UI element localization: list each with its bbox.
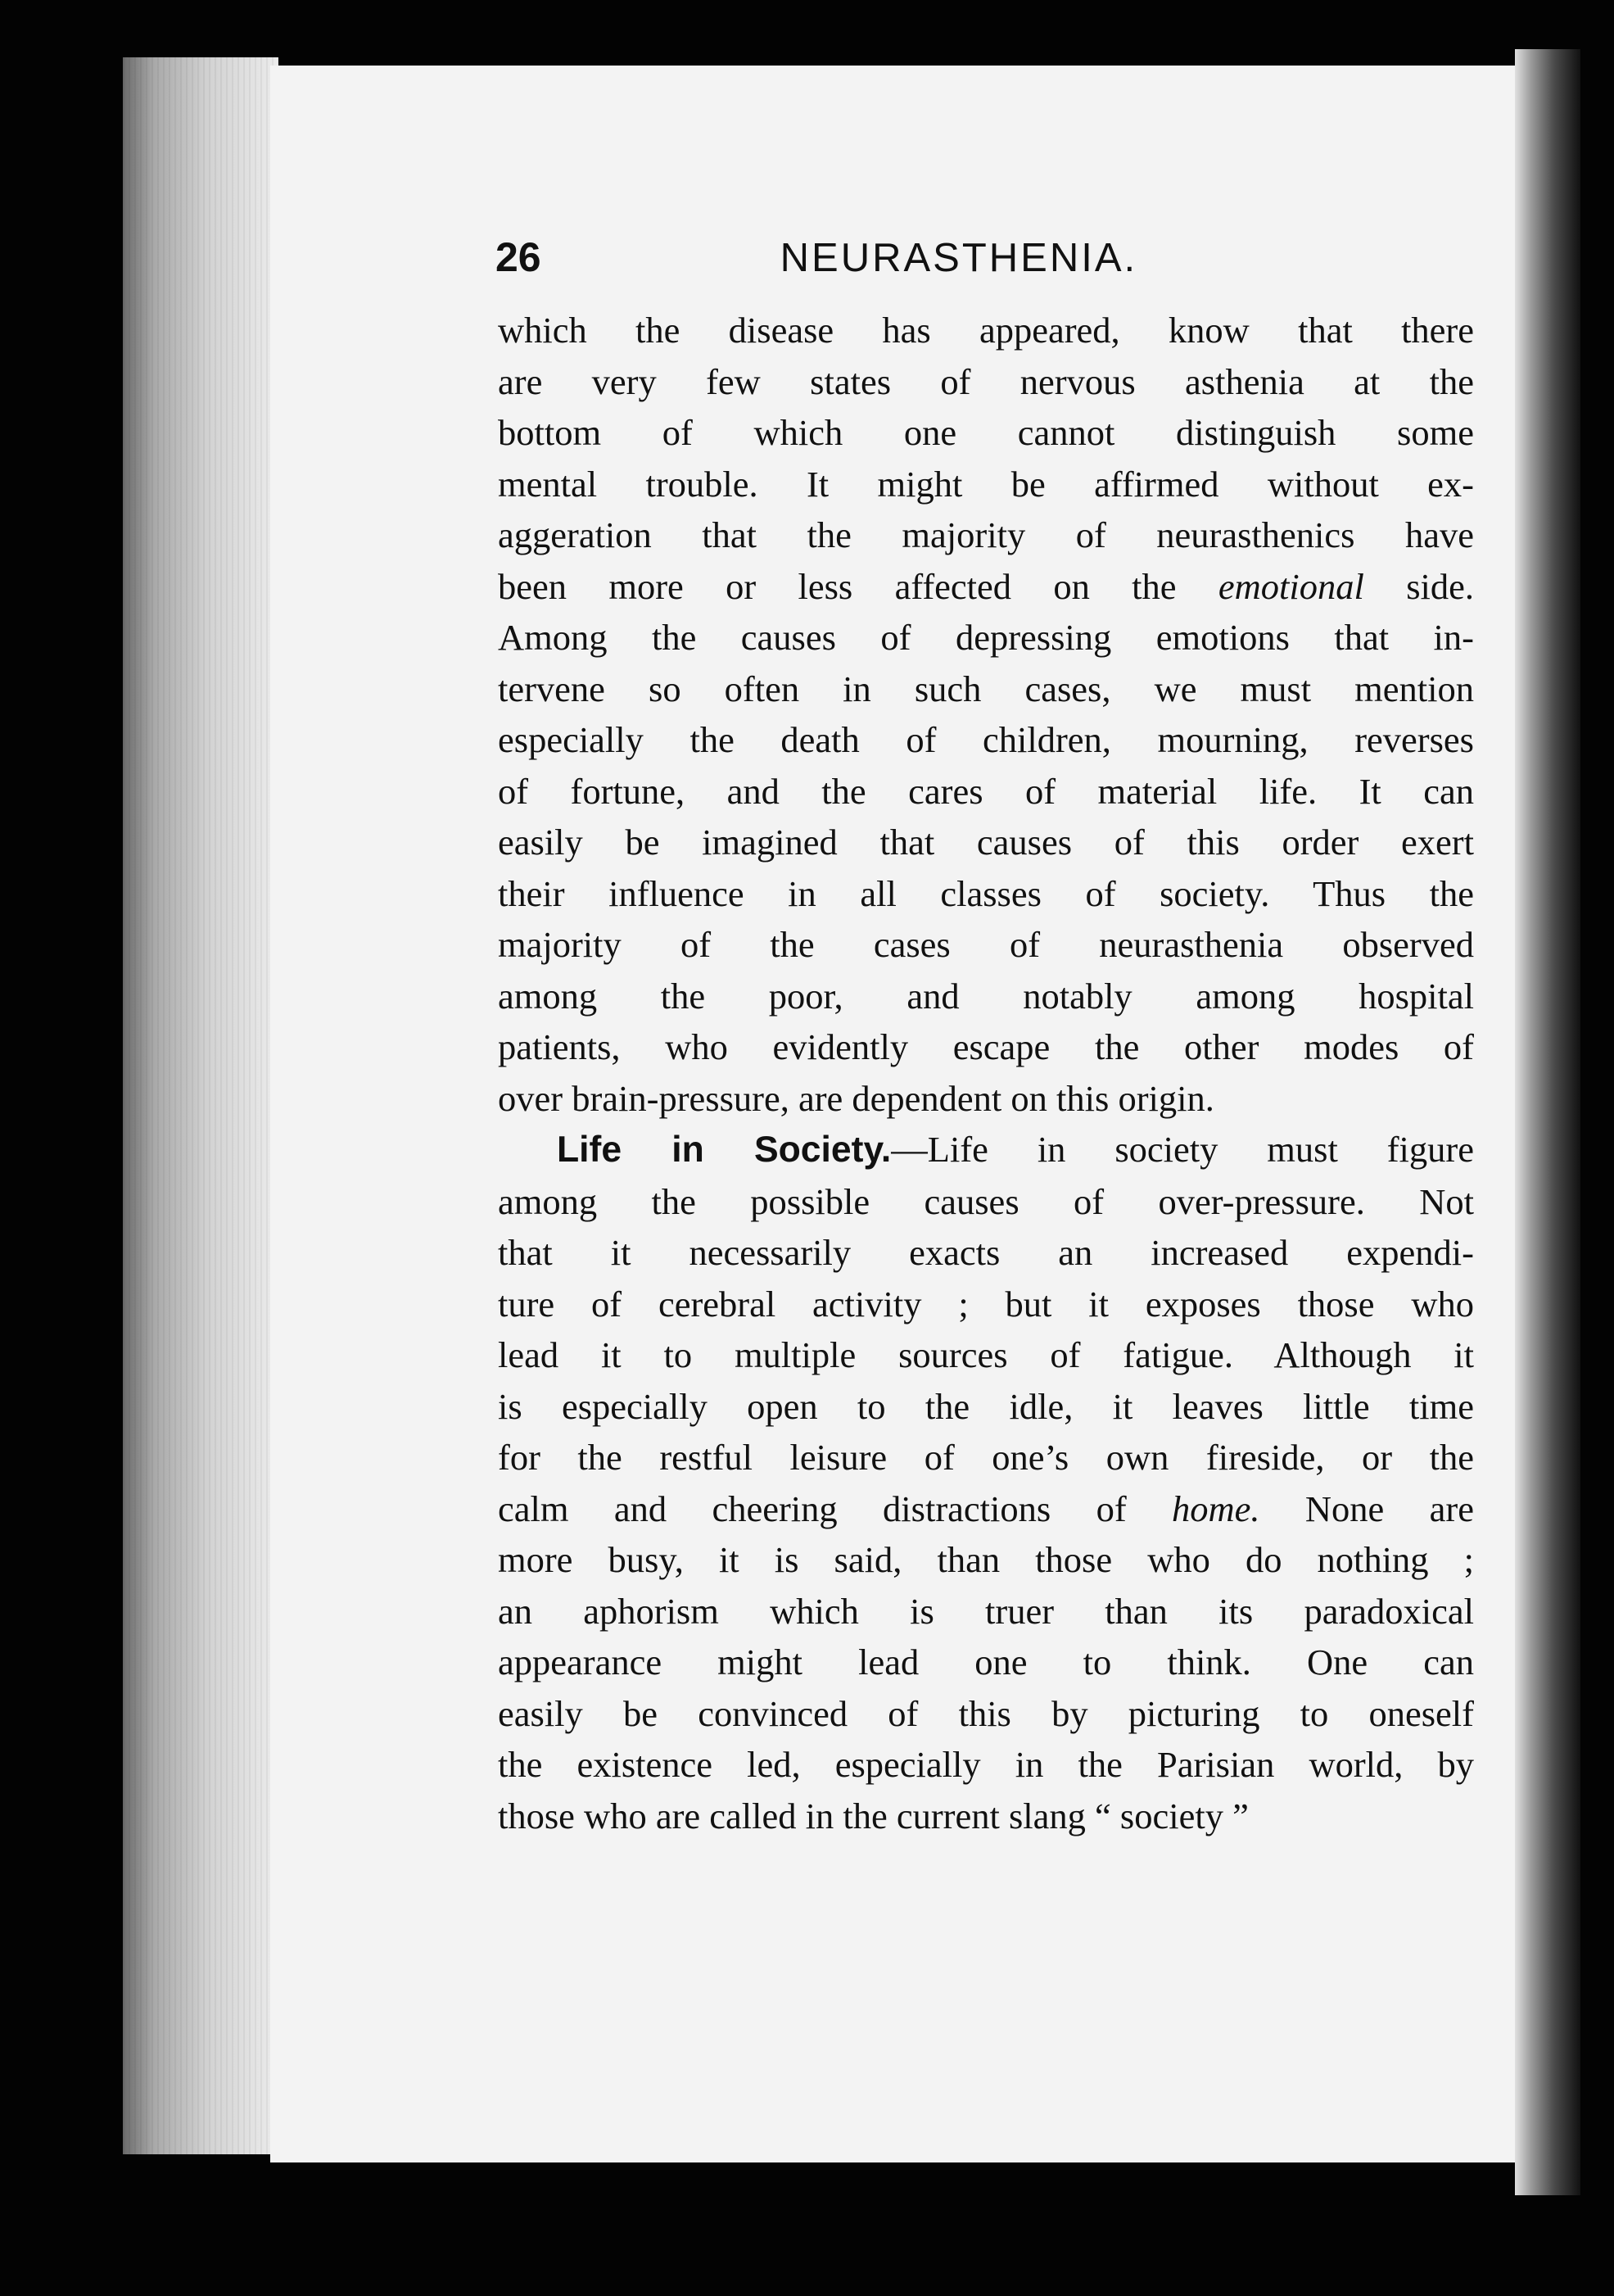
- text-line: [498, 356, 1474, 408]
- running-title: NEURASTHENIA.: [780, 236, 1138, 280]
- spine-shadow: [1515, 49, 1580, 2195]
- section-heading: Life in Society.: [557, 1130, 892, 1170]
- text-line: [498, 1329, 1474, 1381]
- text-line: [498, 1688, 1474, 1740]
- line-text: calm and cheering distractions of: [498, 1488, 1173, 1529]
- line-text: easily be imagined that causes of this order exert: [498, 822, 1474, 863]
- text-line: [498, 1073, 1474, 1125]
- line-text: lead it to multiple sources of fatigue. Although it: [498, 1334, 1474, 1375]
- text-line: [498, 1791, 1474, 1842]
- line-text: patients, who evidently escape the other modes of: [498, 1026, 1474, 1067]
- text-line: [498, 1381, 1474, 1433]
- line-text: ture of cerebral activity ; but it exposes those who: [498, 1283, 1474, 1325]
- section-first-line: [498, 1124, 1474, 1176]
- line-text: tervene so often in such cases, we must mention: [498, 668, 1474, 709]
- text-line: [498, 1739, 1474, 1791]
- line-text: which the disease has appeared, know that there: [498, 310, 1474, 351]
- line-text: side.: [1363, 565, 1474, 607]
- line-text: None are: [1259, 1488, 1474, 1529]
- text-line: [498, 971, 1474, 1022]
- line-text: among the possible causes of over-pressure. Not: [498, 1180, 1474, 1222]
- line-text: their influence in all classes of society. Thus the: [498, 872, 1474, 914]
- line-text: is especially open to the idle, it leaves little time: [498, 1385, 1474, 1427]
- text-line: [498, 509, 1474, 561]
- emphasis-text: emotional: [1218, 565, 1364, 607]
- line-text: of fortune, and the cares of material life. It can: [498, 770, 1474, 812]
- text-line: [498, 1586, 1474, 1637]
- text-line: [498, 1483, 1474, 1535]
- line-text: that it necessarily exacts an increased expendi-: [498, 1232, 1474, 1273]
- line-text: —Life in society must figure: [891, 1129, 1474, 1170]
- page-edges: [123, 57, 278, 2154]
- line-text: the existence led, especially in the Parisian world, by: [498, 1744, 1474, 1785]
- line-text: mental trouble. It might be affirmed without ex-: [498, 463, 1474, 505]
- text-line: [498, 1279, 1474, 1330]
- text-line: [498, 407, 1474, 459]
- line-text: are very few states of nervous asthenia at the: [498, 360, 1474, 402]
- line-text: those who are called in the current slang “ society ”: [498, 1795, 1249, 1836]
- page-number: 26: [495, 234, 541, 280]
- line-text: over brain-pressure, are dependent on this origin.: [498, 1077, 1214, 1119]
- line-text: bottom of which one cannot distinguish some: [498, 412, 1474, 453]
- text-line: [498, 868, 1474, 920]
- text-line: [498, 919, 1474, 971]
- line-text: for the restful leisure of one’s own fireside, or the: [498, 1437, 1474, 1478]
- line-text: Among the causes of depressing emotions that in-: [498, 617, 1474, 658]
- emphasis-text: home.: [1172, 1488, 1260, 1529]
- line-text: especially the death of children, mourning, reverses: [498, 719, 1474, 760]
- text-line: [498, 1227, 1474, 1279]
- text-line: [498, 714, 1474, 766]
- text-line: [498, 1637, 1474, 1688]
- line-text: more busy, it is said, than those who do nothing ;: [498, 1539, 1474, 1580]
- text-line: [498, 459, 1474, 510]
- line-text: aggeration that the majority of neurasthenics have: [498, 514, 1474, 555]
- line-text: majority of the cases of neurasthenia observed: [498, 924, 1474, 965]
- text-line: [498, 1534, 1474, 1586]
- text-line: [498, 561, 1474, 613]
- text-line: [498, 663, 1474, 715]
- text-line: [498, 1432, 1474, 1483]
- text-line: [498, 817, 1474, 868]
- line-text: an aphorism which is truer than its paradoxical: [498, 1590, 1474, 1632]
- line-text: easily be convinced of this by picturing to oneself: [498, 1692, 1474, 1734]
- text-line: [498, 1021, 1474, 1073]
- text-line: [498, 766, 1474, 817]
- body-text: [498, 305, 1474, 1841]
- running-head: [495, 233, 1183, 291]
- text-line: [498, 305, 1474, 356]
- line-text: appearance might lead one to think. One can: [498, 1642, 1474, 1682]
- line-text: among the poor, and notably among hospital: [498, 975, 1474, 1017]
- line-text: been more or less affected on the: [498, 565, 1218, 607]
- text-line: [498, 612, 1474, 663]
- text-line: [498, 1176, 1474, 1228]
